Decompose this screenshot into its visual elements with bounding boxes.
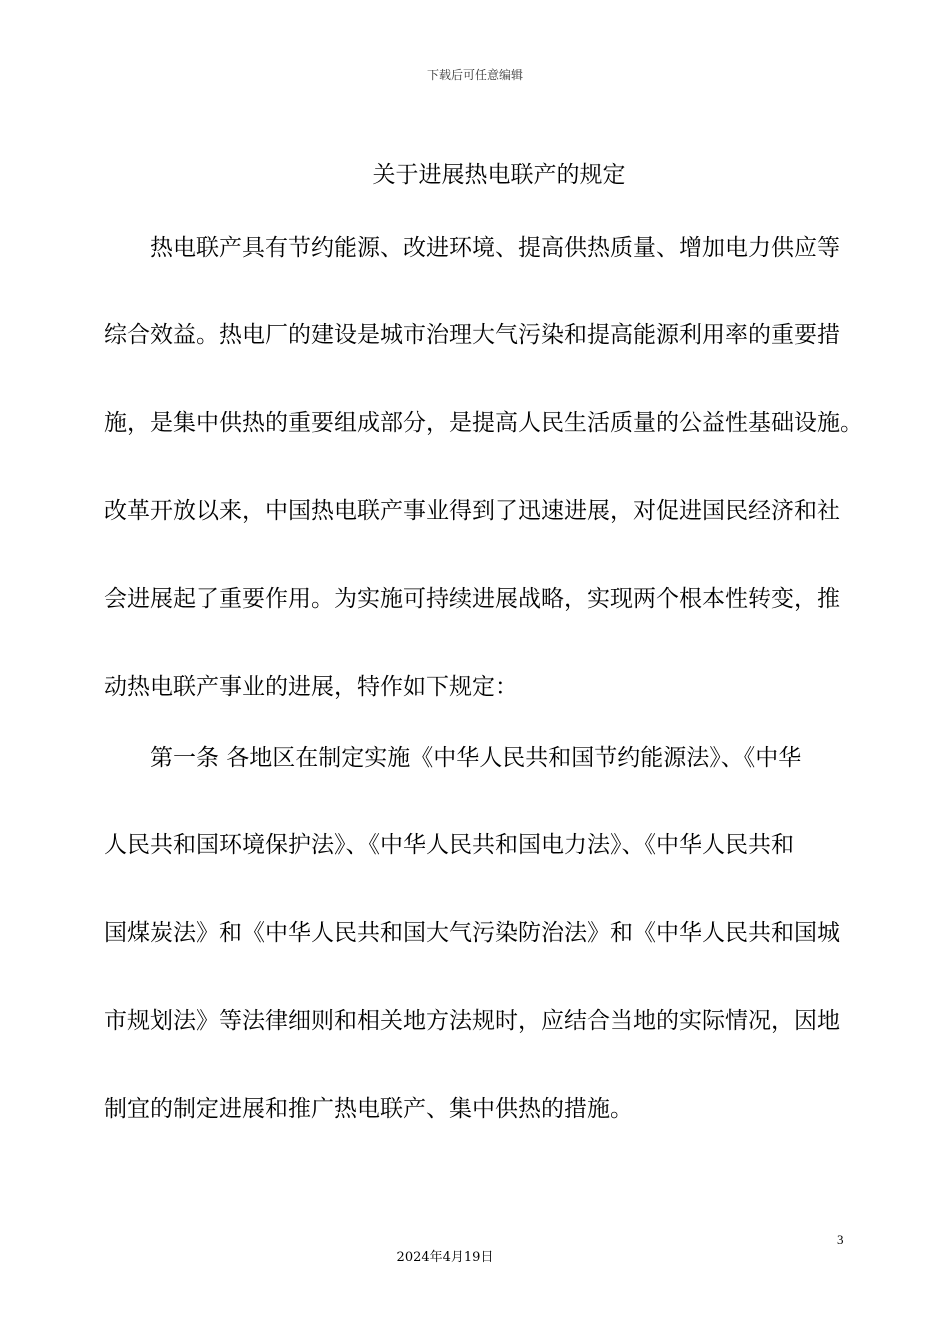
page-header: 下载后可任意编辑 <box>426 68 523 82</box>
document-title: 关于进展热电联产的规定 <box>372 162 626 188</box>
paragraph-line: 综合效益。热电厂的建设是城市治理大气污染和提高能源利用率的重要措 <box>104 322 840 348</box>
footer-date: 2024年4月19日 <box>396 1250 494 1265</box>
paragraph-line: 会进展起了重要作用。为实施可持续进展战略，实现两个根本性转变，推 <box>104 586 840 612</box>
paragraph-line: 动热电联产事业的进展，特作如下规定： <box>104 674 518 700</box>
article-1-line: 市规划法》等法律细则和相关地方法规时，应结合当地的实际情况，因地 <box>104 1008 840 1034</box>
article-1-line: 国煤炭法》和《中华人民共和国大气污染防治法》和《中华人民共和国城 <box>104 920 840 946</box>
page-number: 3 <box>837 1232 844 1247</box>
article-1-line: 人民共和国环境保护法》、《中华人民共和国电力法》、《中华人民共和 <box>104 832 794 858</box>
article-1-line: 制宜的制定进展和推广热电联产、集中供热的措施。 <box>104 1096 633 1122</box>
paragraph-line: 施，是集中供热的重要组成部分，是提高人民生活质量的公益性基础设施。 <box>104 410 863 436</box>
paragraph-line: 改革开放以来，中国热电联产事业得到了迅速进展，对促进国民经济和社 <box>104 498 840 524</box>
article-1-line: 第一条 各地区在制定实施《中华人民共和国节约能源法》、《中华 <box>150 745 802 771</box>
paragraph-line: 热电联产具有节约能源、改进环境、提高供热质量、增加电力供应等 <box>150 235 840 261</box>
